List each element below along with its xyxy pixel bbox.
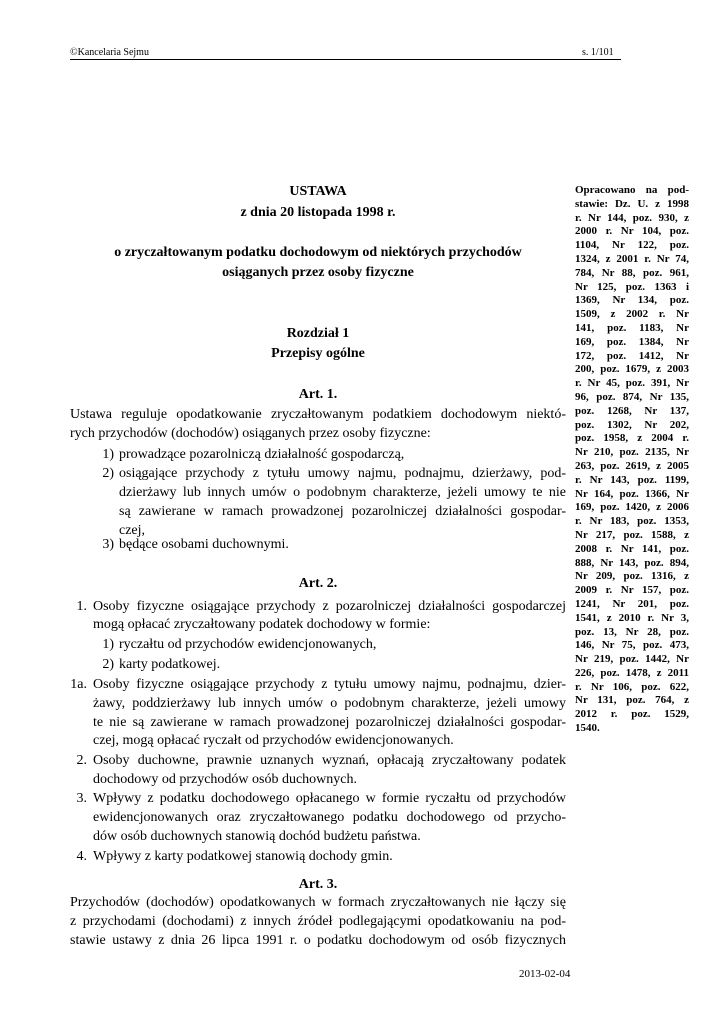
margin-note-line: r. Nr 106, poz. 622, <box>575 680 689 693</box>
art2-paragraph-text: czej, mogą opłacać ryczałt od przychodów ewidencjonowanych. <box>93 733 454 748</box>
footer-date: 2013-02-04 <box>519 968 571 980</box>
art1-item-text: dzierżawy lub innych umów o podobnym charakterze, jeżeli umowy te nie <box>119 485 566 500</box>
margin-note-line: 1241, Nr 201, poz. <box>575 597 689 610</box>
margin-note-line: 200, poz. 1679, z 2003 <box>575 363 689 376</box>
art3-heading: Art. 3. <box>298 877 338 892</box>
art2-paragraph-text: Osoby fizyczne osiągające przychody z tytułu umowy najmu, podnajmu, dzier- <box>93 677 566 692</box>
art2-paragraph-number: 1. <box>76 599 87 614</box>
margin-note-line: poz. 1958, z 2004 r. <box>575 432 689 445</box>
art2-paragraph-text: te nie są zawierane w ramach prowadzonej pozarolniczej działalności gospodar- <box>93 715 566 730</box>
margin-note-line: 888, Nr 143, poz. 894, <box>575 556 689 569</box>
margin-note-line: stawie: Dz. U. z 1998 <box>575 197 689 210</box>
margin-note-line: Nr 131, poz. 764, z <box>575 694 689 707</box>
margin-note-line: Opracowano na pod- <box>575 184 689 196</box>
margin-note-line: 1509, z 2002 r. Nr <box>575 308 689 321</box>
margin-note-line: 96, poz. 874, Nr 135, <box>575 390 689 403</box>
margin-note-line: 2009 r. Nr 157, poz. <box>575 584 689 597</box>
art2-paragraph-text: ewidencjonowanych oraz zryczałtowanego podatku dochodowego od przycho- <box>93 810 566 825</box>
margin-note-line: Nr 219, poz. 1442, Nr <box>575 653 689 666</box>
art2-paragraph-number: 2. <box>76 753 87 768</box>
art1-item-text: będące osobami duchownymi. <box>119 537 289 552</box>
art2-item-text: ryczałtu od przychodów ewidencjonowanych, <box>119 637 377 652</box>
margin-note-line: 1541, z 2010 r. Nr 3, <box>575 611 689 624</box>
art1-intro-line: rych przychodów (dochodów) osiąganych przez osoby fizyczne: <box>70 426 431 441</box>
margin-note-line: Nr 125, poz. 1363 i <box>575 280 689 293</box>
margin-note-line: 2000 r. Nr 104, poz. <box>575 225 689 238</box>
margin-note-line: 1104, Nr 122, poz. <box>575 239 689 252</box>
margin-note-line: 784, Nr 88, poz. 961, <box>575 266 689 279</box>
margin-note-line: poz. 13, Nr 28, poz. <box>575 625 689 638</box>
art2-paragraph-text: Osoby duchowne, prawnie uznanych wyznań, opłacają zryczałtowany podatek <box>93 753 566 768</box>
art1-item-text: prowadzące pozarolniczą działalność gospodarczą, <box>119 447 405 462</box>
art2-paragraph-text: mogą opłacać zryczałtowany podatek dochodowy w formie: <box>93 617 431 632</box>
art2-item-number: 1) <box>102 637 114 652</box>
art3-text: Przychodów (dochodów) opodatkowanych w formach zryczałtowanych nie łączy się <box>70 895 566 910</box>
margin-note <box>575 184 689 736</box>
margin-note-line: Nr 209, poz. 1316, z <box>575 570 689 583</box>
art2-paragraph-text: dów osób duchownych stanowią dochód budżetu państwa. <box>93 829 421 844</box>
chapter-name: Przepisy ogólne <box>271 346 365 361</box>
margin-note-line: Nr 217, poz. 1588, z <box>575 528 689 541</box>
art2-paragraph-number: 4. <box>76 849 87 864</box>
header-page-number: s. 1/101 <box>582 47 614 58</box>
margin-note-line: Nr 210, poz. 2135, Nr <box>575 446 689 459</box>
art3-text: z przychodami (dochodami) z innych źródeł podlegającymi opodatkowaniu na pod- <box>70 914 566 929</box>
margin-note-line: 1540. <box>575 722 600 735</box>
art2-heading: Art. 2. <box>298 576 338 591</box>
art2-item-number: 2) <box>102 657 114 672</box>
margin-note-line: 226, poz. 1478, z 2011 <box>575 666 689 679</box>
margin-note-line: Nr 164, poz. 1366, Nr <box>575 487 689 500</box>
margin-note-line: r. Nr 144, poz. 930, z <box>575 211 689 224</box>
art2-paragraph-text: dochodowy od przychodów osób duchownych. <box>93 772 358 787</box>
act-subject-line-2: osiąganych przez osoby fizyczne <box>222 265 414 280</box>
margin-note-line: poz. 1302, Nr 202, <box>575 418 689 431</box>
margin-note-line: 2008 r. Nr 141, poz. <box>575 542 689 555</box>
art3-text: stawie ustawy z dnia 26 lipca 1991 r. o podatku dochodowym od osób fizycznych <box>70 933 566 948</box>
margin-note-line: 169, poz. 1384, Nr <box>575 335 689 348</box>
art2-paragraph-number: 3. <box>76 791 87 806</box>
art2-item-text: karty podatkowej. <box>119 657 221 672</box>
act-type: USTAWA <box>289 184 347 199</box>
art1-item-number: 3) <box>102 537 114 552</box>
act-subject-line-1: o zryczałtowanym podatku dochodowym od niektórych przychodów <box>114 245 522 260</box>
margin-note-line: r. Nr 45, poz. 391, Nr <box>575 377 689 390</box>
art1-item-number: 1) <box>102 447 114 462</box>
art1-intro-line: Ustawa reguluje opodatkowanie zryczałtowanym podatkiem dochodowym niektó- <box>70 407 566 422</box>
art1-heading: Art. 1. <box>298 387 338 402</box>
art2-paragraph-text: Osoby fizyczne osiągające przychody z pozarolniczej działalności gospodarczej <box>93 599 566 614</box>
margin-note-line: 263, poz. 2619, z 2005 <box>575 459 689 472</box>
margin-note-line: r. Nr 143, poz. 1199, <box>575 473 689 486</box>
margin-note-line: 172, poz. 1412, Nr <box>575 349 689 362</box>
art1-item-text: są zawierane w ramach prowadzonej pozarolniczej działalności gospodar- <box>119 504 566 519</box>
chapter-label: Rozdział 1 <box>286 326 350 341</box>
art2-paragraph-number: 1a. <box>70 677 87 692</box>
margin-note-line: poz. 1268, Nr 137, <box>575 404 689 417</box>
art1-item-text: czej, <box>119 523 146 538</box>
act-date: z dnia 20 listopada 1998 r. <box>240 205 396 220</box>
margin-note-line: 1324, z 2001 r. Nr 74, <box>575 252 689 265</box>
margin-note-line: 169, poz. 1420, z 2006 <box>575 501 689 514</box>
margin-note-line: 146, Nr 75, poz. 473, <box>575 639 689 652</box>
header-rule <box>70 59 621 60</box>
margin-note-line: 2012 r. poz. 1529, <box>575 708 689 721</box>
art2-paragraph-text: Wpływy z podatku dochodowego opłacanego w formie ryczałtu od przychodów <box>93 791 566 806</box>
art1-item-text: osiągające przychody z tytułu umowy najmu, podnajmu, dzierżawy, pod- <box>119 466 566 481</box>
margin-note-line: 1369, Nr 134, poz. <box>575 294 689 307</box>
margin-note-line: r. Nr 183, poz. 1353, <box>575 515 689 528</box>
art1-item-number: 2) <box>102 466 114 481</box>
art2-paragraph-text: żawy, poddzierżawy lub innych umów o podobnym charakterze, jeżeli umowy <box>93 696 566 711</box>
header-publisher: ©Kancelaria Sejmu <box>70 47 149 58</box>
margin-note-line: 141, poz. 1183, Nr <box>575 321 689 334</box>
art2-paragraph-text: Wpływy z karty podatkowej stanowią dochody gmin. <box>93 849 393 864</box>
